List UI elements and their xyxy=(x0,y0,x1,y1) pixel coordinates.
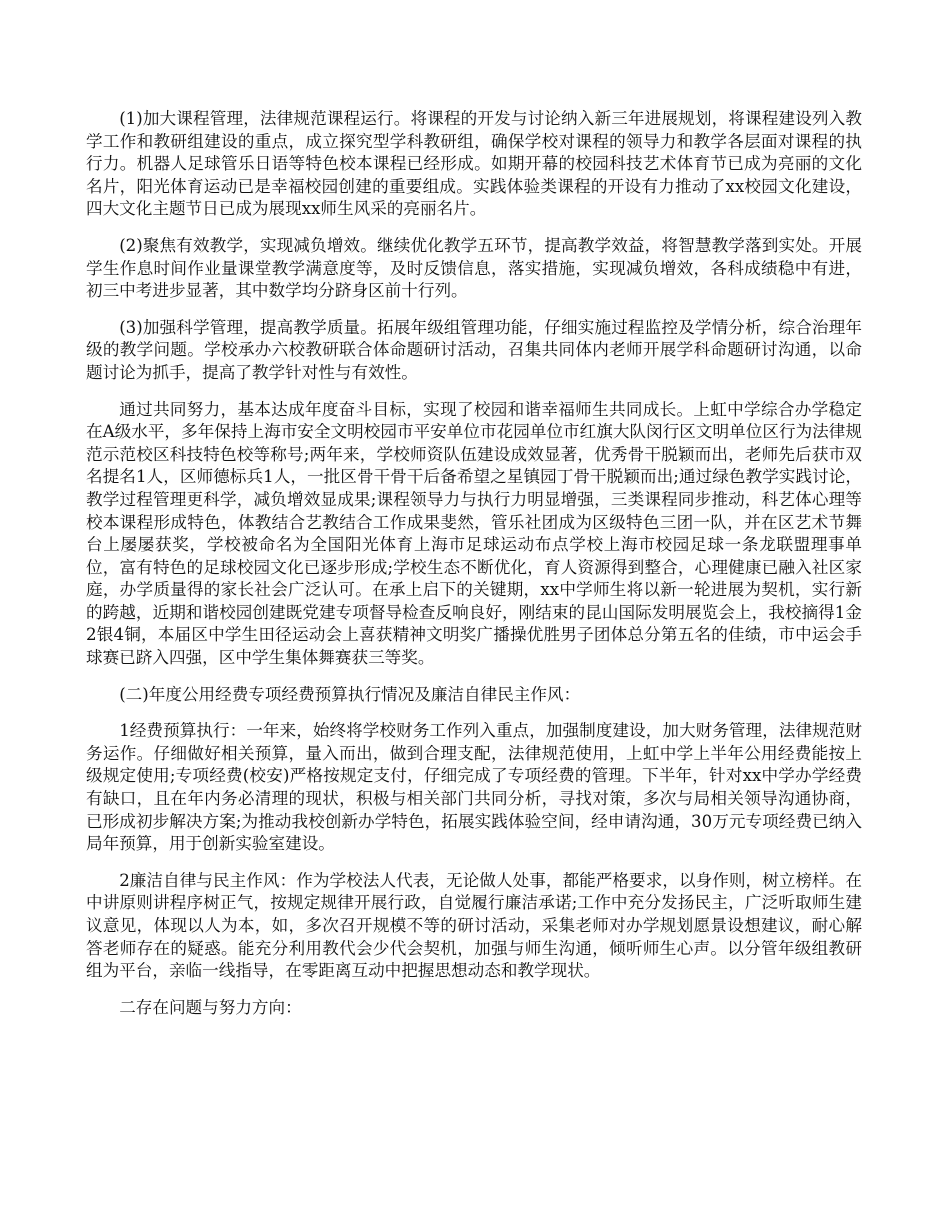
paragraph-integrity-democracy: 2廉洁自律与民主作风：作为学校法人代表，无论做人处事，都能严格要求，以身作则，树立榜样。在中讲原则讲程序树正气，按规定规律开展行政，自觉履行廉洁承诺;工作中充分发扬民主，广泛听取师生建议意见，体现以人为本，如，多次召开规模不等的研讨活动，采集老师对办学规划愿景设想建议，耐心解答老师存在的疑惑。能充分利用教代会少代会契机，加强与师生沟通，倾听师生心声。以分管年级组教研组为平台，亲临一线指导，在零距离互动中把握思想动态和教学现状。 xyxy=(86,870,862,981)
section-heading-budget: (二)年度公用经费专项经费预算执行情况及廉洁自律民主作风： xyxy=(119,684,581,704)
document-body xyxy=(86,108,862,1033)
paragraph-budget-execution: 1经费预算执行：一年来，始终将学校财务工作列入重点，加强制度建设，加大财务管理，法律规范财务运作。仔细做好相关预算，量入而出，做到合理支配，法律规范使用，上虹中学上半年公用经费能按上级规定使用;专项经费(校安)严格按规定支付，仔细完成了专项经费的管理。下半年，针对xx中学办学经费有缺口，且在年内务必清理的现状，积极与相关部门共同分析，寻找对策，多次与局相关领导沟通协商，已形成初步解决方案;为推动我校创新办学特色，拓展实践体验空间，经申请沟通，30万元专项经费已纳入局年预算，用于创新实验室建设。 xyxy=(86,721,862,854)
paragraph-scientific-management: (3)加强科学管理，提高教学质量。拓展年级组管理功能，仔细实施过程监控及学情分析，综合治理年级的教学问题。学校承办六校教研联合体命题研讨活动，召集共同体内老师开展学科命题研讨沟通，以命题讨论为抓手，提高了教学针对性与有效性。 xyxy=(86,317,862,382)
paragraph-effective-teaching: (2)聚焦有效教学，实现减负增效。继续优化教学五环节，提高教学效益，将智慧教学落到实处。开展学生作息时间作业量课堂教学满意度等，及时反馈信息，落实措施，实现减负增效，各科成绩稳中有进，初三中考进步显著，其中数学均分跻身区前十行列。 xyxy=(86,235,862,301)
section-heading-problems: 二存在问题与努力方向： xyxy=(119,997,302,1017)
paragraph-annual-achievements: 通过共同努力，基本达成年度奋斗目标，实现了校园和谐幸福师生共同成长。上虹中学综合办学稳定在A级水平，多年保持上海市安全文明校园市平安单位市花园单位市红旗大队闵行区文明单位区行为法律规范示范校区科技特色校等称号;两年来，学校师资队伍建设成效显著，优秀骨干脱颖而出，老师先后获市双名提名1人，区师德标兵1人，一批区骨干骨干后备希望之星镇园丁骨干脱颖而出;通过绿色教学实践讨论，教学过程管理更科学，减负增效显成果;课程领导力与执行力明显增强，三类课程同步推动，科艺体心理等校本课程形成特色，体教结合艺教结合工作成果斐然，管乐社团成为区级特色三团一队，并在区艺术节舞台上屡屡获奖，学校被命名为全国阳光体育上海市足球运动布点学校上海市校园足球一条龙联盟理事单位，富有特色的足球校园文化已逐步形成;学校生态不断优化，育人资源得到整合，心理健康已融入社区家庭，办学质量得的家长社会广泛认可。在承上启下的关键期，xx中学师生将以新一轮进展为契机，实行新的跨越，近期和谐校园创建既党建专项督导检查反响良好，刚结束的昆山国际发明展览会上，我校摘得1金2银4铜，本届区中学生田径运动会上喜获精神文明奖广播操优胜男子团体总分第五名的佳绩，市中运会手球赛已跻入四强，区中学生集体舞赛获三等奖。 xyxy=(86,399,862,668)
paragraph-course-management: (1)加大课程管理，法律规范课程运行。将课程的开发与讨论纳入新三年进展规划，将课程建设列入教学工作和教研组建设的重点，成立探究型学科教研组，确保学校对课程的领导力和教学各层面对课程的执行力。机器人足球管乐日语等特色校本课程已经形成。如期开幕的校园科技艺术体育节已成为亮丽的文化名片，阳光体育运动已是幸福校园创建的重要组成。实践体验类课程的开设有力推动了xx校园文化建设，四大文化主题节日已成为展现xx师生风采的亮丽名片。 xyxy=(86,109,862,219)
